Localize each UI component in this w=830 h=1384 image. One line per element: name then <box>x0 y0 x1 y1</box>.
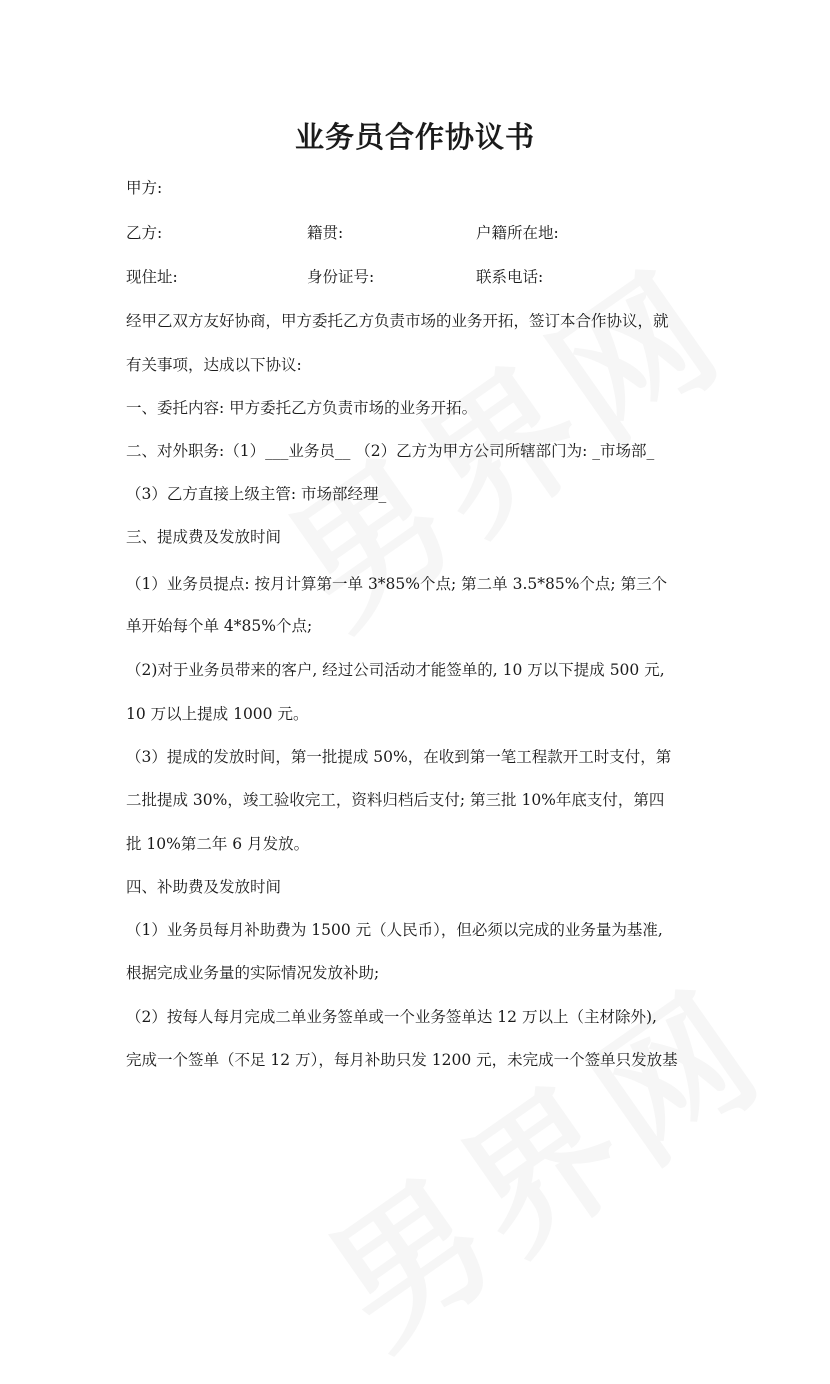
id-number-label: 身份证号: <box>307 268 375 286</box>
paragraph-line: 完成一个签单（不足 12 万），每月补助只发 1200 元，未完成一个签单只发放基 <box>126 1051 678 1069</box>
paragraph-line: 10 万以上提成 1000 元。 <box>126 705 309 723</box>
paragraph-line: 批 10%第二年 6 月发放。 <box>126 835 310 853</box>
paragraph-line: 经甲乙双方友好协商，甲方委托乙方负责市场的业务开拓，签订本合作协议，就 <box>126 312 669 330</box>
paragraph-line: 根据完成业务量的实际情况发放补助; <box>126 964 380 982</box>
party-b-label: 乙方: <box>126 224 163 242</box>
native-place-label: 籍贯: <box>307 224 344 242</box>
watermark <box>281 932 798 1384</box>
paragraph-line: （2)对于业务员带来的客户, 经过公司活动才能签单的, 10 万以下提成 500 元, <box>126 661 665 679</box>
phone-label: 联系电话: <box>476 268 544 286</box>
paragraph-line: （3）提成的发放时间，第一批提成 50%，在收到第一笔工程款开工时支付，第 <box>126 748 672 766</box>
paragraph-line: （2）按每人每月完成二单业务签单或一个业务签单达 12 万以上（主材除外), <box>126 1008 657 1026</box>
party-a-label: 甲方: <box>126 179 163 197</box>
paragraph-line: 二批提成 30%，竣工验收完工，资料归档后支付; 第三批 10%年底支付，第四 <box>126 791 665 809</box>
section-two: 二、对外职务:（1）___业务员__ （2）乙方为甲方公司所辖部门为: _市场部_ <box>126 442 655 460</box>
paragraph-line: （1）业务员每月补助费为 1500 元（人民币），但必须以完成的业务量为基准, <box>126 921 663 939</box>
paragraph-line: 单开始每个单 4*85%个点; <box>126 617 313 635</box>
household-location-label: 户籍所在地: <box>476 224 559 242</box>
paragraph-line: （3）乙方直接上级主管: 市场部经理_ <box>126 485 387 503</box>
paragraph-line: 有关事项，达成以下协议: <box>126 356 302 374</box>
current-address-label: 现住址: <box>126 268 178 286</box>
section-three-heading: 三、提成费及发放时间 <box>126 528 282 546</box>
document-title: 业务员合作协议书 <box>294 120 535 154</box>
section-one: 一、委托内容: 甲方委托乙方负责市场的业务开拓。 <box>126 399 478 417</box>
section-four-heading: 四、补助费及发放时间 <box>126 878 282 896</box>
paragraph-line: （1）业务员提点: 按月计算第一单 3*85%个点; 第二单 3.5*85%个点; 第三个 <box>126 575 668 593</box>
